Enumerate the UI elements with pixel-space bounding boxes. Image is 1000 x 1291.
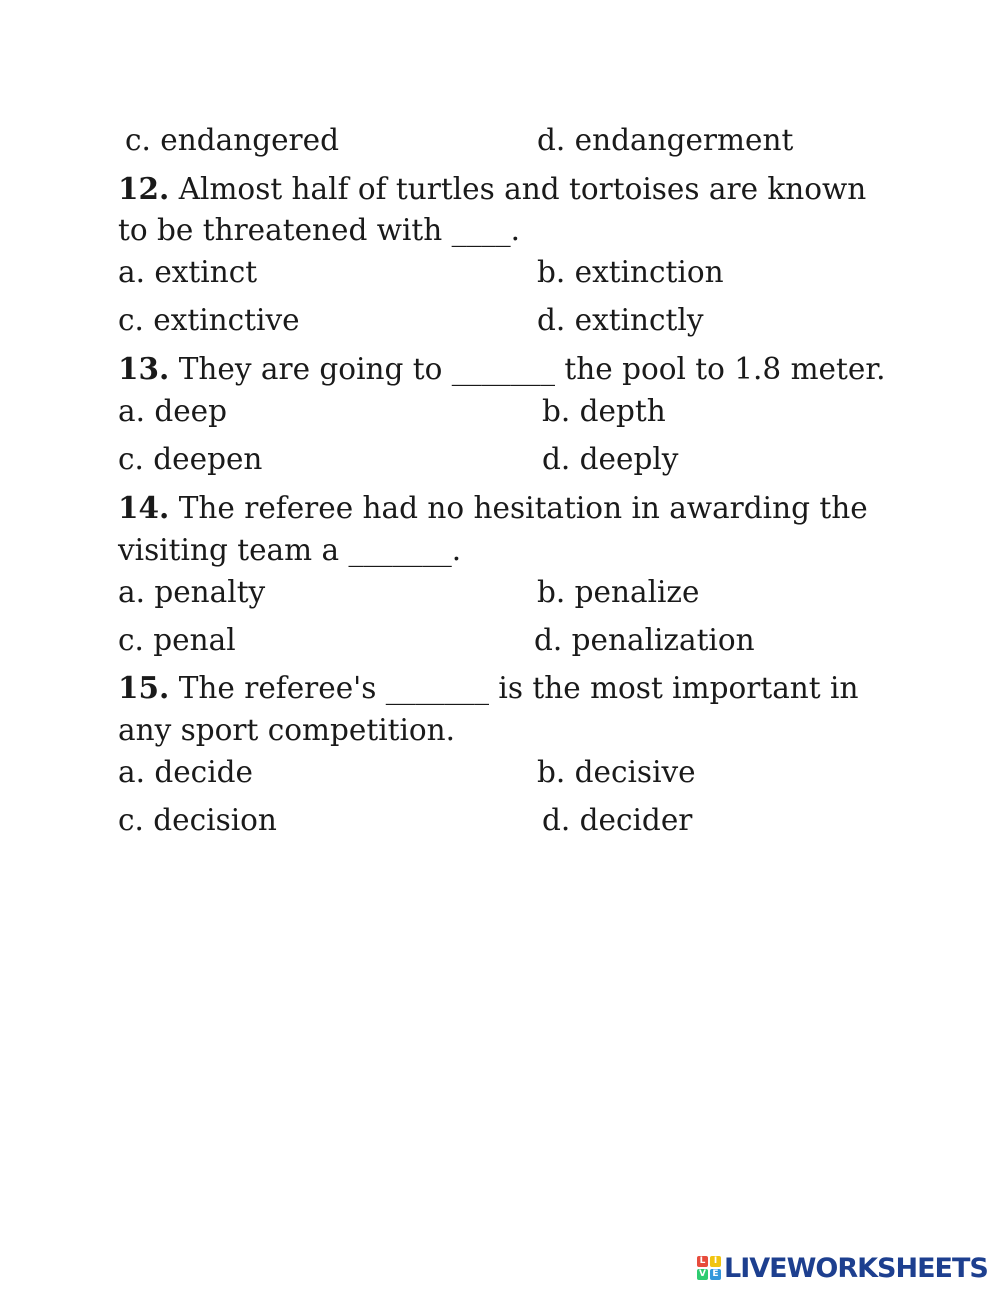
option-d: d. penalization <box>534 623 755 657</box>
logo-text: LIVEWORKSHEETS <box>724 1252 988 1284</box>
option-c: c. decision <box>118 803 277 837</box>
option-b: b. extinction <box>537 255 724 289</box>
option-c: c. endangered <box>125 123 339 157</box>
option-a: a. extinct <box>118 255 258 289</box>
option-c: c. deepen <box>118 442 263 476</box>
question-number: 12. <box>118 171 170 206</box>
question-text: The referee's _______ is the most important in <box>178 671 859 705</box>
option-d: d. endangerment <box>537 123 794 157</box>
liveworksheets-logo-icon <box>697 1256 721 1280</box>
option-b: b. penalize <box>537 575 700 609</box>
option-c: c. penal <box>118 623 236 657</box>
liveworksheets-logo[interactable] <box>697 1251 988 1285</box>
question-number: 14. <box>118 490 170 525</box>
logo-mark-letter: L <box>697 1256 708 1267</box>
question-15 <box>118 669 858 707</box>
question-number: 13. <box>118 351 170 386</box>
question-14 <box>118 489 868 527</box>
question-text: Almost half of turtles and tortoises are known <box>178 172 867 206</box>
question-text: They are going to _______ the pool to 1.8 meter. <box>178 352 886 386</box>
question-number: 15. <box>118 670 170 705</box>
option-d: d. deeply <box>542 442 679 476</box>
question-text-continued: to be threatened with ____. <box>118 213 521 247</box>
logo-mark-letter: V <box>697 1269 708 1280</box>
logo-mark-letter: I <box>710 1256 721 1267</box>
option-c: c. extinctive <box>118 303 300 337</box>
option-a: a. deep <box>118 394 228 428</box>
question-text: The referee had no hesitation in awarding the <box>178 491 868 525</box>
question-text-continued: visiting team a _______. <box>118 533 462 567</box>
option-d: d. extinctly <box>537 303 704 337</box>
question-text-continued: any sport competition. <box>118 713 456 747</box>
option-b: b. depth <box>542 394 666 428</box>
option-a: a. decide <box>118 755 253 789</box>
question-13 <box>118 350 886 388</box>
logo-mark-letter: E <box>710 1269 721 1280</box>
option-d: d. decider <box>542 803 693 837</box>
option-a: a. penalty <box>118 575 266 609</box>
question-12 <box>118 170 866 208</box>
option-b: b. decisive <box>537 755 696 789</box>
